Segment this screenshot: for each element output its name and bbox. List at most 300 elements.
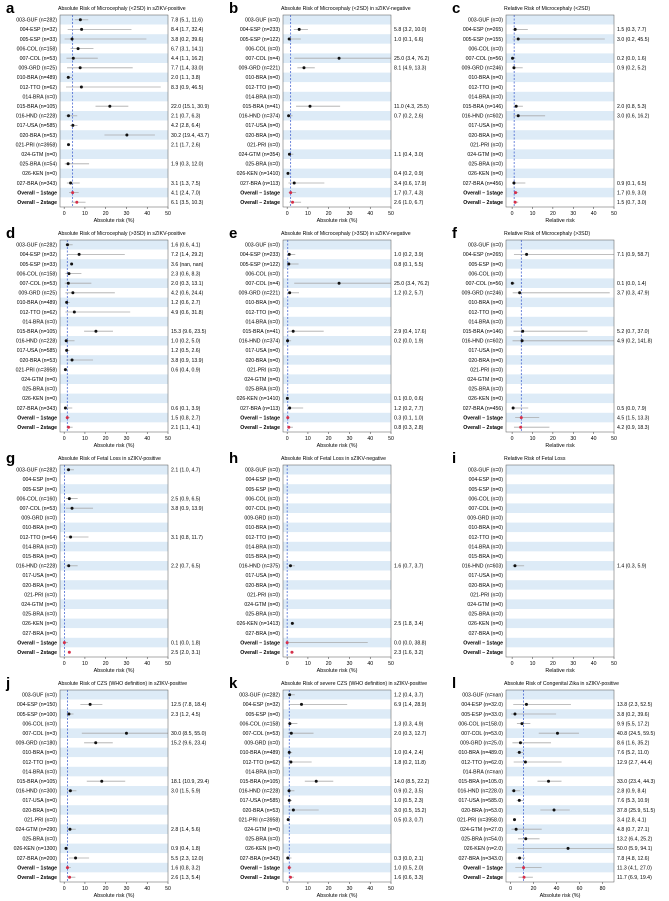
study-label: 004-ESP (n=32) [19, 252, 57, 259]
estimate-label: 4.9 (0.2, 141.8) [617, 338, 653, 345]
row-stripe [283, 599, 391, 609]
estimate-label: 2.6 (1.3, 5.4) [171, 875, 201, 881]
study-label: 021-PRI (n=0) [470, 367, 503, 374]
point-estimate [292, 330, 295, 333]
row-stripe [283, 571, 391, 581]
panel-k [229, 675, 429, 899]
overall-label: Overall – 1stage [463, 865, 503, 872]
overall-label: Overall – 1stage [17, 640, 57, 647]
row-stripe [506, 269, 614, 279]
row-stripe [506, 503, 614, 513]
study-label: 027-BRA (n=200) [16, 855, 57, 862]
x-axis-label: Relative risk [545, 218, 575, 224]
study-label: 005-ESP (n=0) [468, 486, 503, 493]
row-stripe [506, 551, 614, 561]
point-estimate [286, 172, 289, 175]
x-tick-label: 30 [346, 886, 353, 892]
panel-c [452, 0, 650, 224]
x-axis-label: Absolute risk (%) [316, 893, 358, 899]
row-stripe [60, 619, 168, 629]
point-estimate [65, 339, 68, 342]
row-stripe [506, 73, 614, 83]
x-tick-label: 30 [123, 436, 130, 442]
study-label: 010-BRA (n=0) [468, 75, 503, 82]
x-axis-label: Relative risk [545, 443, 575, 449]
row-stripe [283, 121, 391, 131]
overall-point [514, 191, 517, 194]
study-label: 004-ESP (n=0) [468, 477, 503, 484]
x-tick-label: 50 [388, 436, 394, 442]
study-label: 025-BRA (n=0) [245, 386, 280, 393]
study-label: 009-GRD (n=180) [15, 740, 57, 747]
row-stripe [283, 44, 391, 54]
study-label: 012-TTO (n=0) [245, 534, 280, 541]
estimate-label: 0.9 (0.2, 3.5) [394, 788, 424, 795]
study-label: 009-GRD (n=246) [461, 290, 503, 297]
study-label: 021-PRI (n=0) [247, 142, 280, 149]
row-stripe [506, 523, 614, 533]
row-stripe [506, 690, 614, 700]
row-stripe [283, 365, 391, 375]
study-label: 021-PRI (n=0) [247, 367, 280, 374]
estimate-label: 0.0 (0.0, 38.8) [394, 640, 427, 647]
row-stripe [506, 465, 614, 475]
study-label: 021-PRI (n=0) [470, 592, 503, 599]
estimate-label: 4.2 (2.8, 6.4) [171, 123, 201, 130]
estimate-label: 3.0 (1.5, 5.9) [171, 788, 201, 795]
panel-title: Absolute Risk of Fetal Loss in sZIKV-negative [281, 456, 386, 462]
x-axis-label: Absolute risk (%) [316, 668, 358, 674]
row-stripe [283, 140, 391, 150]
estimate-label: 1.2 (0.5, 2.6) [171, 348, 201, 355]
x-tick-label: 20 [325, 436, 332, 442]
x-tick-label: 80 [599, 886, 606, 892]
estimate-label: 1.0 (0.5, 2.0) [394, 865, 424, 872]
row-stripe [506, 365, 614, 375]
study-label: 014-BRA (n=0) [22, 544, 57, 551]
study-label: 007-COL (n=53) [19, 506, 57, 512]
study-label: 007-COL (n=3) [22, 731, 57, 737]
point-estimate [67, 162, 70, 165]
study-label: 014-BRA (n=nan) [462, 769, 503, 776]
point-estimate [511, 57, 514, 60]
point-estimate [288, 153, 291, 156]
point-estimate [71, 38, 74, 41]
overall-label: Overall – 2stage [240, 875, 280, 881]
x-tick-label: 20 [549, 436, 556, 442]
x-tick-label: 50 [165, 661, 171, 667]
row-stripe [283, 169, 391, 179]
row-stripe [60, 523, 168, 533]
row-stripe [506, 513, 614, 523]
study-label: 020-BRA (n=53) [19, 132, 57, 139]
study-label: 025-BRA (n=0) [245, 161, 280, 168]
study-label: 015-BRA (n=146) [462, 329, 503, 335]
row-stripe [283, 647, 391, 657]
study-label: 005-ESP (n=155) [462, 36, 503, 43]
study-label: 024-GTM (n=0) [244, 602, 280, 608]
study-label: 020-BRA (n=53) [19, 357, 57, 364]
estimate-label: 0.4 (0.2, 0.9) [394, 171, 424, 178]
row-stripe [506, 197, 614, 207]
x-tick-label: 40 [367, 661, 374, 667]
row-stripe [60, 336, 168, 346]
point-estimate [89, 703, 92, 706]
point-estimate [289, 761, 292, 764]
x-tick-label: 30 [123, 661, 130, 667]
row-stripe [506, 484, 614, 494]
study-label: 027-BRA (n=343.0) [458, 855, 503, 862]
estimate-label: 1.9 (0.3, 12.0) [171, 161, 204, 168]
estimate-label: 1.0 (0.2, 5.0) [171, 338, 201, 345]
study-label: 003-GUF (n=0) [244, 242, 280, 249]
row-stripe [60, 365, 168, 375]
study-label: 004-ESP (n=233) [239, 27, 280, 34]
row-stripe [60, 384, 168, 394]
estimate-label: 0.1 (0.0, 1.4) [617, 281, 647, 287]
estimate-label: 50.0 (5.9, 94.1) [617, 846, 653, 853]
study-label: 016-HND (n=374) [238, 113, 280, 120]
point-estimate [521, 330, 524, 333]
overall-point [520, 416, 523, 419]
estimate-label: 7.8 (4.8, 12.6) [617, 855, 650, 862]
x-tick-label: 40 [367, 436, 374, 442]
row-stripe [283, 863, 391, 873]
overall-point [286, 416, 289, 419]
study-label: 025-BRA (n=0) [245, 611, 280, 618]
study-label: 004-ESP (n=32) [242, 702, 280, 709]
overall-point [287, 426, 290, 429]
row-stripe [283, 776, 391, 786]
study-label: 014-BRA (n=0) [468, 94, 503, 101]
study-label: 006-COL (n=0) [468, 46, 503, 53]
panel-letter: g [6, 450, 16, 467]
estimate-label: 13.2 (6.4, 25.2) [617, 836, 653, 843]
row-stripe [283, 748, 391, 758]
overall-point [522, 866, 525, 869]
x-tick-label: 0 [285, 211, 289, 217]
estimate-label: 2.0 (0.3, 12.7) [394, 731, 427, 737]
row-stripe [60, 298, 168, 308]
x-tick-label: 20 [530, 886, 537, 892]
estimate-label: 3.1 (1.3, 7.5) [171, 180, 201, 187]
row-stripe [283, 259, 391, 269]
point-estimate [74, 857, 77, 860]
point-estimate [67, 282, 70, 285]
x-tick-label: 10 [82, 436, 88, 442]
point-estimate [65, 301, 68, 304]
estimate-label: 1.3 (0.3, 4.9) [394, 721, 424, 728]
overall-point [523, 876, 526, 879]
row-stripe [283, 609, 391, 619]
panel-l [452, 675, 655, 899]
study-label: 010-BRA (n=0) [245, 525, 280, 532]
row-stripe [506, 317, 614, 327]
overall-point [67, 426, 70, 429]
estimate-label: 14.0 (8.5, 22.2) [394, 779, 430, 785]
x-tick-label: 30 [570, 661, 577, 667]
study-label: 005-ESP (n=122) [239, 36, 280, 43]
point-estimate [315, 780, 318, 783]
study-label: 009-GRD (n=221) [238, 65, 280, 72]
row-stripe [60, 599, 168, 609]
overall-point [288, 866, 291, 869]
row-stripe [506, 619, 614, 629]
study-label: 006-COL (n=158) [16, 46, 57, 53]
point-estimate [108, 105, 111, 108]
row-stripe [60, 872, 168, 882]
point-estimate [515, 828, 518, 831]
row-stripe [60, 815, 168, 825]
study-label: 024-GTM (n=0) [244, 827, 280, 833]
study-label: 020-BRA (n=0) [468, 132, 503, 139]
point-estimate [67, 114, 70, 117]
study-label: 012-TTO (n=62) [242, 759, 280, 766]
study-label: 025-BRA (n=54.0) [461, 836, 503, 843]
study-label: 004-ESP (n=150) [16, 702, 57, 709]
study-label: 017-USA (n=0) [468, 573, 503, 580]
estimate-label: 1.0 (0.5, 2.3) [394, 798, 424, 805]
x-tick-label: 50 [165, 436, 171, 442]
study-label: 003-GUF (n=282) [16, 17, 57, 24]
overall-label: Overall – 2stage [240, 425, 280, 431]
x-tick-label: 50 [611, 436, 617, 442]
row-stripe [506, 786, 614, 796]
row-stripe [60, 767, 168, 777]
x-tick-label: 30 [123, 211, 130, 217]
x-tick-label: 20 [102, 886, 109, 892]
study-label: 027-BRA (n=343) [16, 405, 57, 412]
study-label: 025-BRA (n=0) [468, 161, 503, 168]
study-label: 012-TTO (n=62.0) [461, 759, 503, 766]
x-tick-label: 10 [82, 886, 88, 892]
row-stripe [283, 690, 391, 700]
estimate-label: 3.6 (nan, nan) [171, 261, 204, 268]
estimate-label: 0.1 (0.0, 1.8) [171, 640, 201, 647]
x-tick-label: 20 [102, 661, 109, 667]
study-label: 010-BRA (n=489.0) [458, 750, 503, 757]
row-stripe [506, 590, 614, 600]
estimate-label: 1.1 (0.4, 3.0) [394, 152, 424, 158]
row-stripe [506, 638, 614, 648]
study-label: 026-KEN (n=0) [22, 621, 57, 628]
estimate-label: 2.5 (0.9, 6.5) [171, 496, 201, 503]
estimate-label: 1.7 (0.9, 3.0) [617, 190, 647, 197]
row-stripe [283, 269, 391, 279]
study-label: 003-GUF (n=282) [239, 692, 280, 699]
study-label: 026-KEN (n=0) [22, 171, 57, 178]
estimate-label: 4.2 (0.9, 18.3) [617, 425, 650, 431]
study-label: 015-BRA (n=0) [245, 554, 280, 560]
row-stripe [60, 719, 168, 729]
row-stripe [506, 384, 614, 394]
study-label: 012-TTO (n=64) [19, 534, 57, 541]
point-estimate [290, 732, 293, 735]
row-stripe [60, 465, 168, 475]
study-label: 015-BRA (n=105) [239, 779, 280, 785]
panel-letter: a [6, 0, 15, 17]
study-label: 020-BRA (n=53.0) [461, 807, 503, 814]
row-stripe [506, 394, 614, 404]
row-stripe [506, 628, 614, 638]
point-estimate [288, 789, 291, 792]
row-stripe [60, 240, 168, 250]
study-label: 016-HND (n=228) [15, 338, 57, 345]
x-tick-label: 20 [549, 211, 556, 217]
study-label: 027-BRA (n=113) [240, 405, 280, 412]
overall-label: Overall – 2stage [463, 425, 503, 431]
study-label: 006-COL (n=0) [468, 496, 503, 503]
estimate-label: 8.6 (1.6, 35.2) [617, 740, 650, 747]
point-estimate [65, 847, 68, 850]
row-stripe [283, 149, 391, 159]
row-stripe [506, 188, 614, 198]
x-tick-label: 50 [388, 886, 394, 892]
row-stripe [283, 494, 391, 504]
estimate-label: 0.3 (0.1, 1.0) [394, 415, 424, 422]
row-stripe [506, 15, 614, 25]
point-estimate [288, 693, 291, 696]
estimate-label: 9.9 (5.5, 17.2) [617, 721, 650, 728]
estimate-label: 4.5 (1.5, 13.3) [617, 415, 650, 422]
row-stripe [283, 523, 391, 533]
point-estimate [68, 497, 71, 500]
point-estimate [287, 818, 290, 821]
row-stripe [283, 786, 391, 796]
study-label: 026-KEN (n=0) [468, 171, 503, 178]
point-estimate [80, 86, 83, 89]
study-label: 015-BRA (n=146) [462, 104, 503, 110]
row-stripe [283, 336, 391, 346]
study-label: 012-TTO (n=0) [468, 534, 503, 541]
estimate-label: 15.2 (9.6, 23.4) [171, 740, 207, 747]
row-stripe [283, 355, 391, 365]
row-stripe [60, 542, 168, 552]
point-estimate [524, 761, 527, 764]
study-label: 010-BRA (n=0) [468, 300, 503, 307]
study-label: 012-TTO (n=62) [19, 84, 57, 91]
study-label: 025-BRA (n=0) [22, 386, 57, 393]
x-tick-label: 40 [367, 886, 374, 892]
study-label: 004-ESP (n=265) [462, 252, 503, 259]
row-stripe [506, 149, 614, 159]
study-label: 027-BRA (n=343) [239, 855, 280, 862]
estimate-label: 1.6 (0.8, 3.2) [171, 865, 201, 872]
estimate-label: 4.4 (1.1, 16.2) [171, 56, 204, 62]
overall-point [289, 191, 292, 194]
point-estimate [518, 291, 521, 294]
x-tick-label: 10 [82, 211, 88, 217]
estimate-label: 1.0 (0.4, 2.4) [394, 750, 424, 757]
estimate-label: 3.8 (0.2, 39.6) [171, 36, 204, 43]
estimate-label: 1.6 (0.6, 4.1) [171, 242, 201, 249]
estimate-label: 1.6 (0.7, 3.7) [394, 563, 424, 570]
x-tick-label: 0 [62, 436, 66, 442]
point-estimate [524, 837, 527, 840]
point-estimate [518, 799, 521, 802]
study-label: 006-COL (n=0) [245, 46, 280, 53]
row-stripe [283, 484, 391, 494]
point-estimate [513, 713, 516, 716]
study-label: 021-PRI (n=0) [24, 817, 57, 824]
estimate-label: 7.7 (1.4, 33.0) [171, 65, 204, 72]
row-stripe [506, 580, 614, 590]
overall-label: Overall – 1stage [17, 415, 57, 422]
study-label: 024-GTM (n=0) [21, 377, 57, 383]
study-label: 027-BRA (n=0) [245, 630, 280, 637]
point-estimate [68, 828, 71, 831]
study-label: 024-GTM (n=354) [238, 152, 280, 158]
estimate-label: 3.0 (0.2, 45.5) [617, 36, 650, 43]
row-stripe [283, 250, 391, 260]
panel-i [452, 450, 647, 674]
study-label: 021-PRI (n=3958) [238, 817, 280, 824]
row-stripe [506, 494, 614, 504]
study-label: 014-BRA (n=0) [468, 544, 503, 551]
x-tick-label: 30 [570, 211, 577, 217]
estimate-label: 2.0 (1.1, 3.8) [171, 75, 201, 82]
point-estimate [517, 114, 520, 117]
overall-point [68, 651, 71, 654]
estimate-label: 3.1 (0.8, 11.7) [171, 534, 203, 541]
point-estimate [288, 722, 291, 725]
study-label: 009-GRD (n=0) [467, 515, 503, 522]
estimate-label: 0.7 (0.2, 2.6) [394, 113, 424, 120]
row-stripe [60, 590, 168, 600]
estimate-label: 0.8 (0.1, 5.5) [394, 261, 424, 268]
estimate-label: 0.5 (0.0, 7.9) [617, 405, 647, 412]
estimate-label: 2.3 (0.6, 8.3) [171, 271, 201, 278]
estimate-label: 18.1 (10.9, 29.4) [171, 779, 210, 785]
x-tick-label: 40 [590, 211, 597, 217]
estimate-label: 3.4 (2.8, 4.1) [617, 817, 647, 824]
x-tick-label: 30 [123, 886, 130, 892]
point-estimate [69, 536, 72, 539]
estimate-label: 25.0 (3.4, 76.2) [394, 56, 430, 62]
row-stripe [506, 571, 614, 581]
panel-letter: c [452, 0, 461, 17]
study-label: 025-BRA (n=0) [468, 386, 503, 393]
x-tick-label: 10 [529, 211, 536, 217]
point-estimate [288, 799, 291, 802]
point-estimate [67, 564, 70, 567]
row-stripe [283, 551, 391, 561]
row-stripe [283, 298, 391, 308]
panel-title: Relative Risk of Microcephaly (<2SD) [504, 6, 591, 12]
point-estimate [67, 272, 70, 275]
row-stripe [506, 599, 614, 609]
estimate-label: 6.7 (3.1, 14.1) [171, 46, 204, 53]
study-label: 012-TTO (n=0) [468, 309, 503, 316]
study-label: 007-COL (n=56) [465, 56, 503, 62]
study-label: 007-COL (n=53) [19, 281, 57, 287]
study-label: 016-HND (n=602) [461, 338, 503, 345]
panel-letter: k [229, 675, 238, 692]
study-label: 021-PRI (n=0) [470, 142, 503, 149]
point-estimate [518, 857, 521, 860]
x-axis-label: Absolute risk (%) [539, 893, 581, 899]
estimate-label: 8.4 (1.7, 32.4) [171, 27, 204, 34]
row-stripe [60, 757, 168, 767]
overall-label: Overall – 2stage [17, 875, 57, 881]
row-stripe [60, 317, 168, 327]
study-label: 021-PRI (n=3958) [15, 367, 57, 374]
study-label: 009-GRD (n=25.0) [460, 740, 503, 747]
study-label: 027-BRA (n=456) [462, 405, 503, 412]
study-label: 010-BRA (n=489) [16, 75, 57, 82]
estimate-label: 4.1 (2.4, 7.0) [171, 190, 201, 197]
study-label: 007-COL (n=0) [468, 506, 503, 512]
